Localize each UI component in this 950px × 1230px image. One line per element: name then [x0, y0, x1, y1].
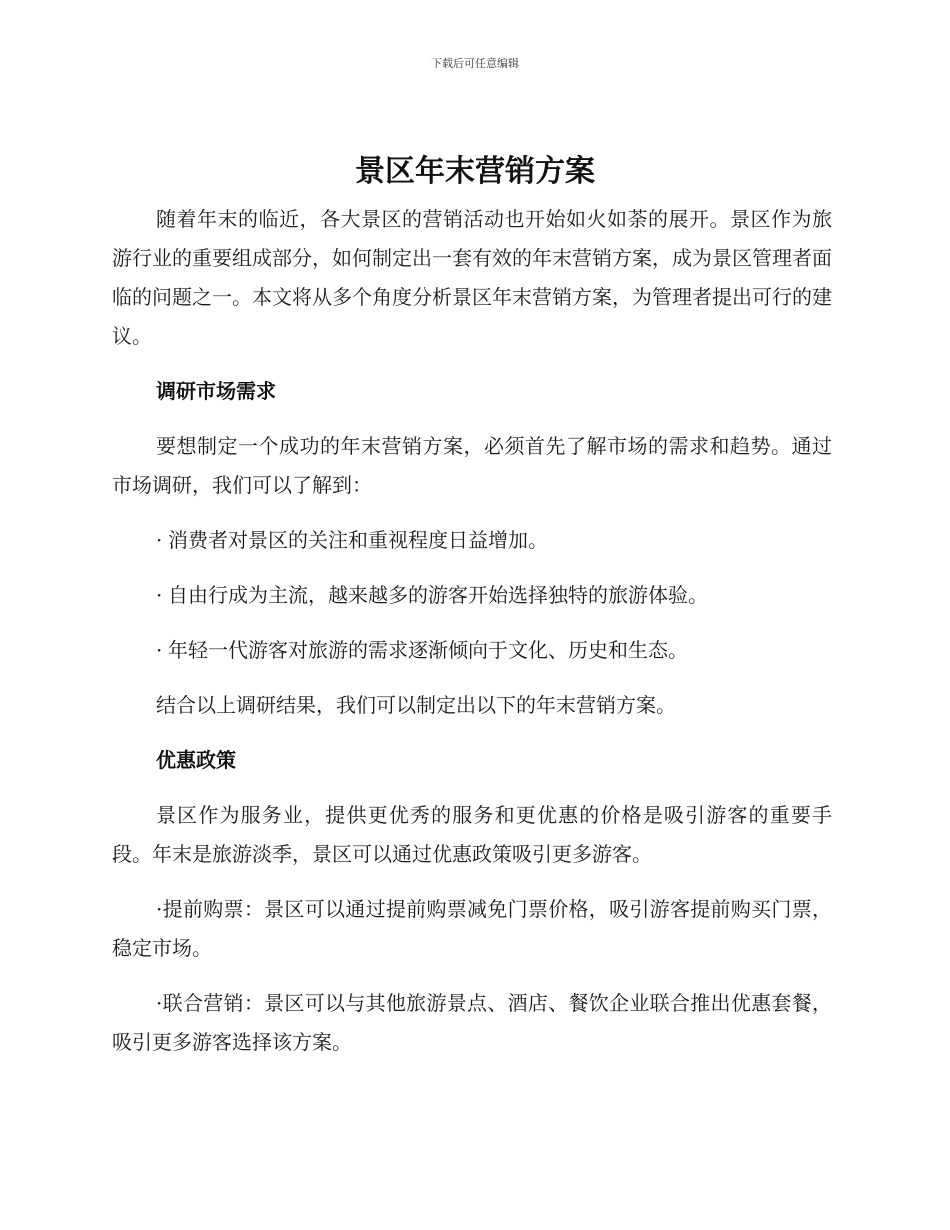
- document-title: 景区年末营销方案: [355, 154, 595, 189]
- market-research-conclusion: 结合以上调研结果，我们可以制定出以下的年末营销方案。: [156, 693, 676, 717]
- list-item-text: 年轻一代游客对旅游的需求逐渐倾向于文化、历史和生态。: [168, 638, 688, 662]
- bullet-icon: ·: [156, 583, 163, 607]
- list-item: [112, 521, 832, 560]
- market-research-paragraph: 要想制定一个成功的年末营销方案，必须首先了解市场的需求和趋势。通过市场调研，我们可以了解到：: [112, 434, 832, 497]
- list-item: [112, 890, 832, 968]
- list-item-text: 提前购票：景区可以通过提前购票减免门票价格，吸引游客提前购买门票，稳定市场。: [112, 897, 832, 960]
- bullet-icon: ·: [156, 638, 163, 662]
- bullet-icon: ·: [156, 991, 163, 1015]
- intro-paragraph: 随着年末的临近，各大景区的营销活动也开始如火如荼的展开。景区作为旅游行业的重要组成部分，如何制定出一套有效的年末营销方案，成为景区管理者面临的问题之一。本文将从多个角度分析景区年末营销方案，为管理者提出可行的建议。: [112, 207, 832, 348]
- list-item-text: 消费者对景区的关注和重视程度日益增加。: [168, 528, 548, 552]
- discount-policy-paragraph: 景区作为服务业，提供更优秀的服务和更优惠的价格是吸引游客的重要手段。年末是旅游淡季，景区可以通过优惠政策吸引更多游客。: [112, 803, 832, 866]
- page-header-note: 下载后可任意编辑: [431, 57, 519, 70]
- section-heading-discount-policy: 优惠政策: [156, 748, 236, 772]
- list-item: [112, 984, 832, 1062]
- list-item: [112, 576, 832, 615]
- bullet-icon: ·: [156, 528, 163, 552]
- list-item-text: 自由行成为主流，越来越多的游客开始选择独特的旅游体验。: [168, 583, 708, 607]
- list-item-text: 联合营销：景区可以与其他旅游景点、酒店、餐饮企业联合推出优惠套餐，吸引更多游客选择该方案。: [112, 991, 832, 1054]
- section-heading-market-research: 调研市场需求: [156, 379, 276, 403]
- list-item: [112, 631, 832, 670]
- document-body: [112, 200, 832, 1062]
- bullet-icon: ·: [156, 897, 163, 921]
